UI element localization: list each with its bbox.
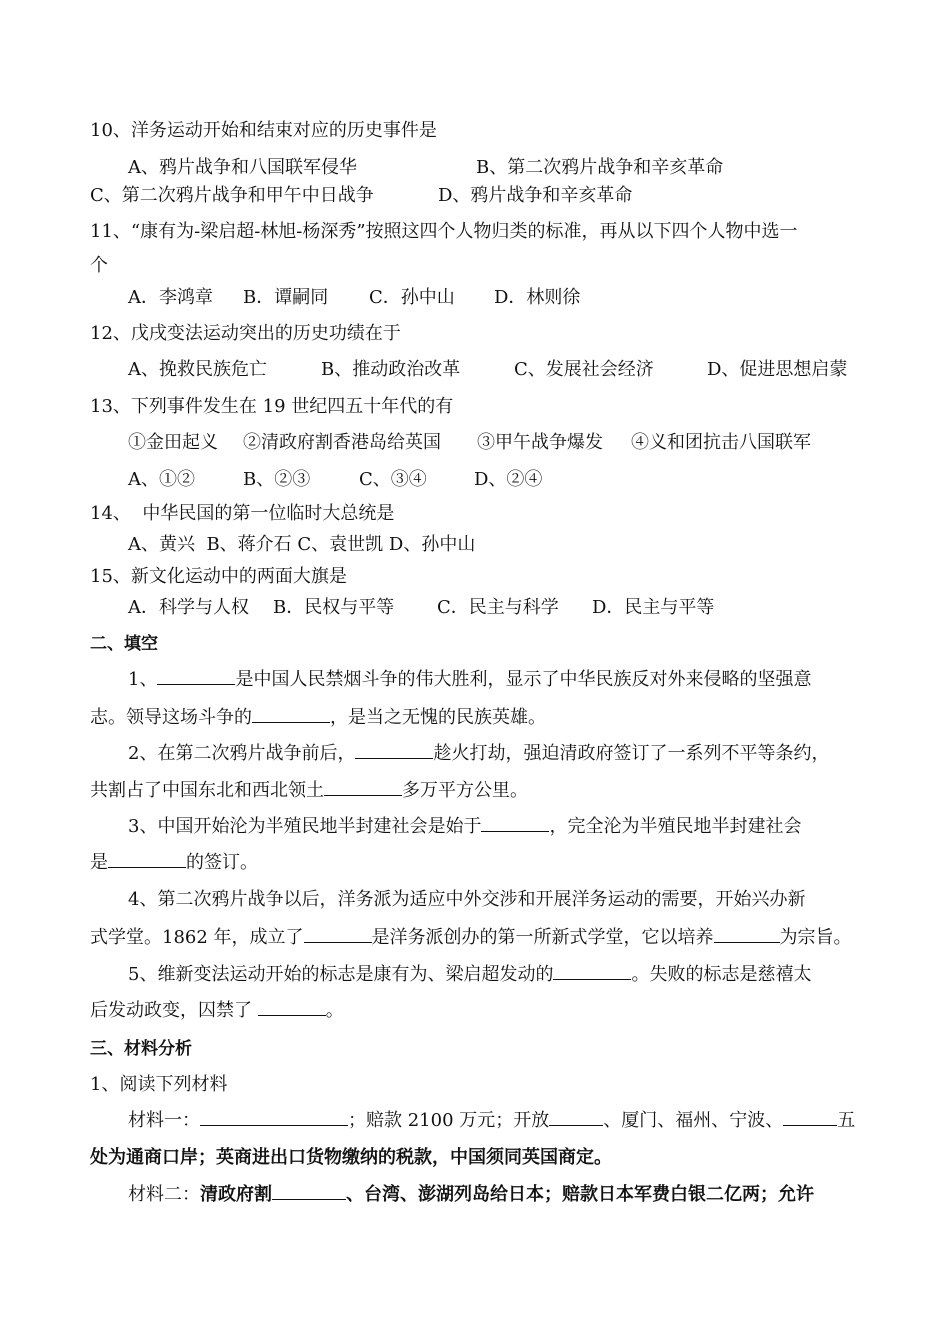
q10-option-d: D、鸦片战争和辛亥革命	[438, 185, 633, 206]
fill-1-text-3: ，是当之无愧的民族英雄。	[330, 707, 546, 728]
q11-option-a: A．李鸿章	[128, 287, 213, 308]
section-fill-blank-title: 二、填空	[90, 634, 158, 654]
fill-5-text-4: 。	[325, 1000, 344, 1021]
material-2-text: 清政府割	[200, 1184, 272, 1205]
section-material-title: 三、材料分析	[90, 1039, 192, 1059]
fill-1-line1	[128, 668, 811, 692]
q13-event-4: ④义和团抗击八国联军	[631, 432, 811, 453]
q13-option-c: C、③④	[359, 469, 427, 490]
q15-option-d: D．民主与平等	[592, 597, 715, 618]
fill-3-text-4: 的签订。	[186, 852, 258, 873]
material-2-label: 材料二：	[128, 1184, 200, 1205]
fill-2-line1	[128, 742, 829, 766]
fill-5-line1	[128, 963, 811, 987]
fill-2-line2	[90, 779, 528, 803]
answer-blank[interactable]	[714, 926, 780, 943]
answer-blank[interactable]	[108, 851, 186, 868]
fill-4-text: 式学堂。1862 年，成立了	[90, 927, 304, 948]
q12-stem: 12、戊戌变法运动突出的历史功绩在于	[90, 323, 401, 344]
q14-stem: 14、 中华民国的第一位临时大总统是	[90, 503, 395, 524]
q13-event-1: ①金田起义	[128, 432, 218, 453]
fill-5-text-3: 后发动政变，囚禁了	[90, 1000, 258, 1021]
answer-blank[interactable]	[553, 963, 631, 980]
q13-option-a: A、①②	[128, 469, 195, 490]
q11-option-d: D．林则徐	[494, 287, 581, 308]
answer-blank[interactable]	[355, 742, 433, 759]
fill-2-text-2: 趁火打劫，强迫清政府签订了一系列不平等条约，	[433, 743, 830, 764]
answer-blank[interactable]	[549, 1109, 603, 1126]
q11-option-c: C．孙中山	[369, 287, 455, 308]
fill-3-text: 3、中国开始沦为半殖民地半封建社会是始于	[128, 816, 482, 837]
answer-blank[interactable]	[252, 706, 330, 723]
fill-3-text-2: ，完全沦为半殖民地半封建社会	[549, 816, 802, 837]
fill-5-line2	[90, 999, 344, 1023]
q10-option-c: C、第二次鸦片战争和甲午中日战争	[90, 185, 374, 206]
fill-4-text-2: 是洋务派创办的第一所新式学堂，它以培养	[371, 927, 714, 948]
answer-blank[interactable]	[481, 815, 549, 832]
q13-option-d: D、②④	[474, 469, 543, 490]
q13-option-b: B、②③	[243, 469, 311, 490]
q12-option-a: A、挽救民族危亡	[128, 359, 267, 380]
fill-1-text: 是中国人民禁烟斗争的伟大胜利，显示了中华民族反对外来侵略的坚强意	[235, 669, 812, 690]
fill-2-text: 2、在第二次鸦片战争前后，	[128, 743, 356, 764]
q11-stem-line1: 11、“康有为-梁启超-林旭-杨深秀”按照这四个人物归类的标准，再从以下四个人物中选一	[90, 221, 798, 242]
q10-option-b: B、第二次鸦片战争和辛亥革命	[476, 157, 724, 178]
q12-option-d: D、促进思想启蒙	[707, 359, 848, 380]
material-1-text-3: 五	[837, 1110, 856, 1131]
material-2-line1	[128, 1183, 814, 1207]
answer-blank[interactable]	[200, 1109, 348, 1126]
material-1-line2: 处为通商口岸；英商进出口货物缴纳的税款，中国须同英国商定。	[90, 1147, 612, 1168]
q10-option-a: A、鸦片战争和八国联军侵华	[128, 157, 357, 178]
q15-stem: 15、新文化运动中的两面大旗是	[90, 566, 347, 587]
fill-3-line1	[128, 815, 801, 839]
fill-2-text-3: 共割占了中国东北和西北领土	[90, 780, 324, 801]
fill-1-text-2: 志。领导这场斗争的	[90, 707, 252, 728]
fill-1-line2	[90, 706, 546, 730]
fill-3-line2	[90, 851, 258, 875]
material-1-line1	[128, 1109, 855, 1133]
fill-1-prefix: 1、	[128, 669, 158, 690]
material-1-label: 材料一：	[128, 1110, 200, 1131]
q13-event-3: ③甲午战争爆发	[477, 432, 603, 453]
answer-blank[interactable]	[258, 999, 326, 1016]
fill-5-text-2: 。失败的标志是慈禧太	[631, 964, 812, 985]
q10-stem: 10、洋务运动开始和结束对应的历史事件是	[90, 120, 437, 141]
q12-option-c: C、发展社会经济	[514, 359, 654, 380]
q12-option-b: B、推动政治改革	[321, 359, 461, 380]
q13-stem: 13、下列事件发生在 19 世纪四五十年代的有	[90, 396, 454, 417]
answer-blank[interactable]	[157, 668, 235, 685]
q15-option-a: A．科学与人权	[128, 597, 249, 618]
q15-option-b: B．民权与平等	[273, 597, 395, 618]
material-2-text-2: 、台湾、澎湖列岛给日本；赔款日本军费白银二亿两；允许	[346, 1184, 814, 1205]
q14-options: A、黄兴 B、蒋介石 C、袁世凯 D、孙中山	[128, 534, 476, 555]
q13-event-2: ②清政府割香港岛给英国	[243, 432, 441, 453]
q11-stem-line2: 个	[90, 255, 108, 276]
q15-option-c: C．民主与科学	[437, 597, 559, 618]
answer-blank[interactable]	[304, 926, 372, 943]
fill-3-text-3: 是	[90, 852, 108, 873]
answer-blank[interactable]	[272, 1183, 346, 1200]
answer-blank[interactable]	[783, 1109, 837, 1126]
material-1-text-2: 、厦门、福州、宁波、	[603, 1110, 784, 1131]
answer-blank[interactable]	[324, 779, 402, 796]
material-1-text: ；赔款 2100 万元；开放	[348, 1110, 550, 1131]
fill-4-text-3: 为宗旨。	[779, 927, 852, 948]
fill-4-line1: 4、第二次鸦片战争以后，洋务派为适应中外交涉和开展洋务运动的需要，开始兴办新	[128, 889, 806, 910]
fill-5-text: 5、维新变法运动开始的标志是康有为、梁启超发动的	[128, 964, 554, 985]
q11-option-b: B．谭嗣同	[243, 287, 329, 308]
material-intro: 1、阅读下列材料	[90, 1074, 228, 1095]
fill-4-line2	[90, 926, 852, 950]
fill-2-text-4: 多万平方公里。	[402, 780, 528, 801]
